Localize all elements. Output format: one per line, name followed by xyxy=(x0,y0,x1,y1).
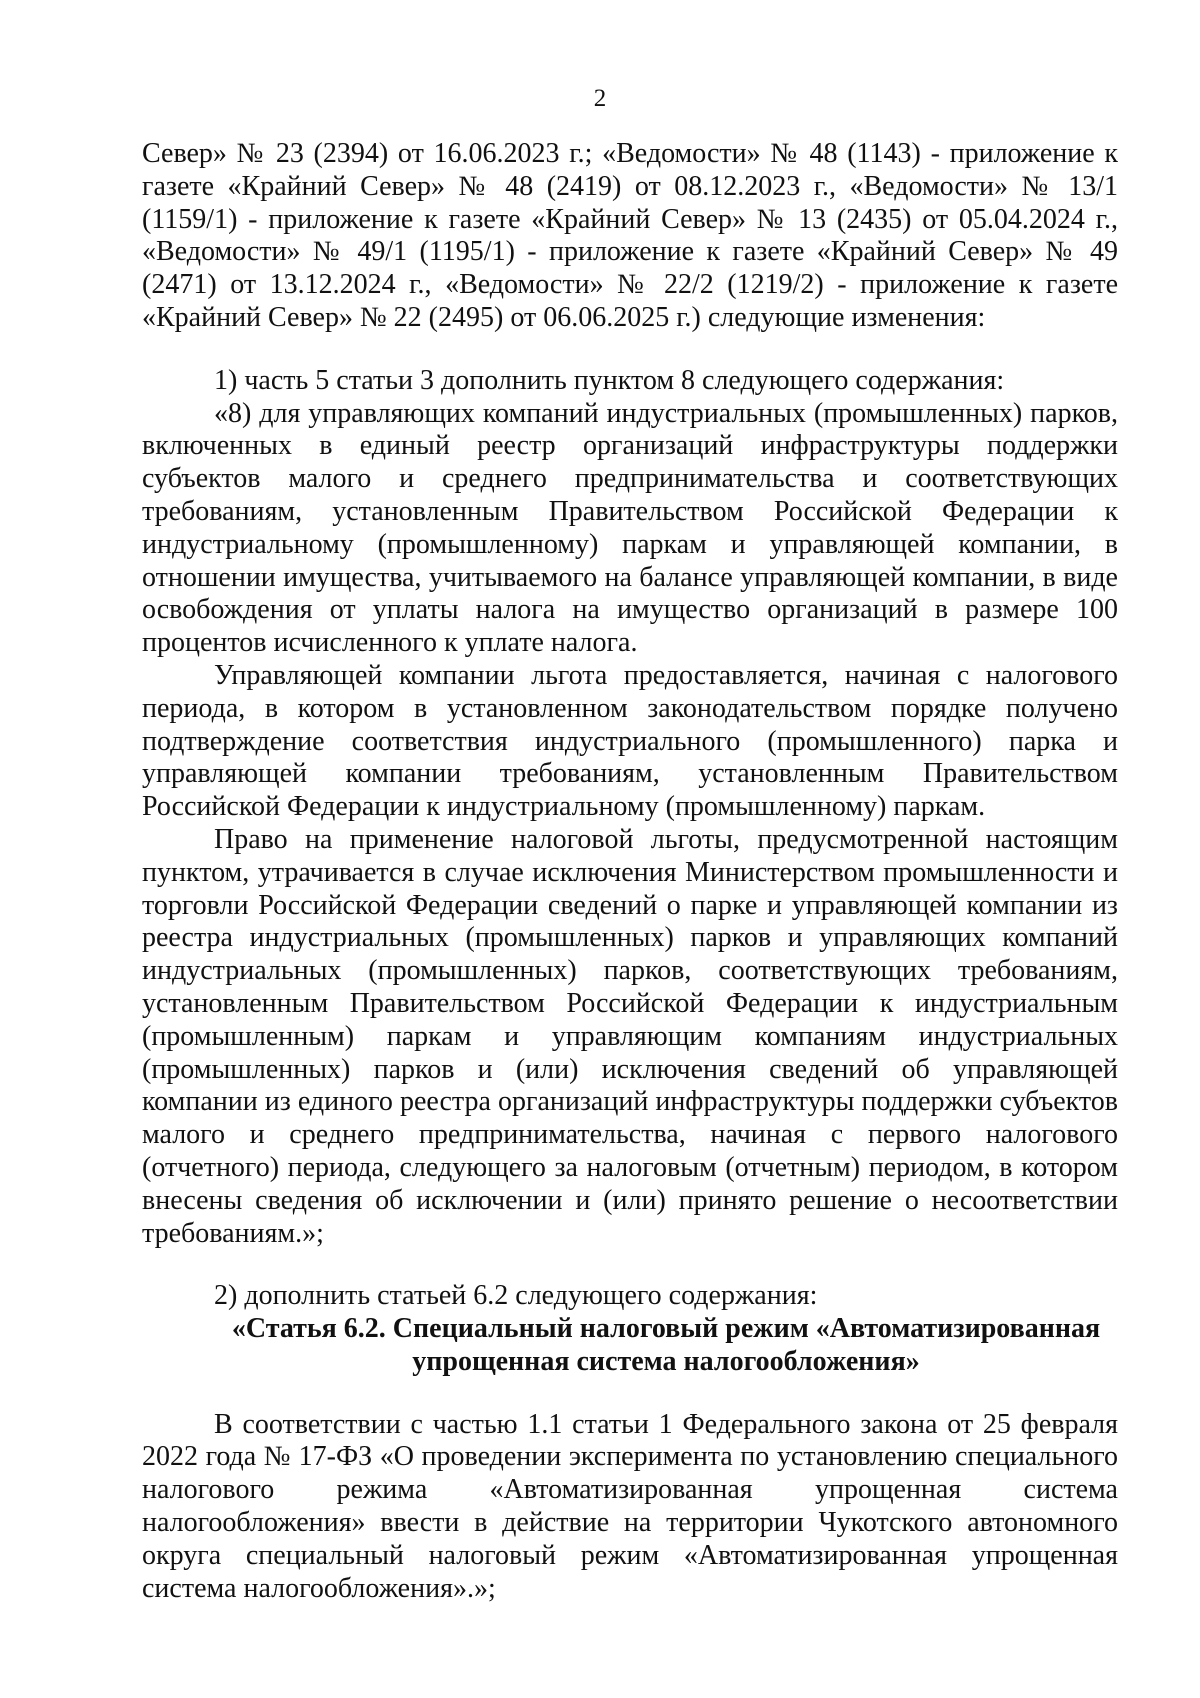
paragraph-article-text: В соответствии с частью 1.1 статьи 1 Федерального закона от 25 февраля 2022 года № 17-ФЗ «О проведении эксперимента по установлению специального налогового режима «Автоматизированная упрощенная система налогообложения» ввести в действие на территории Чукотского автономного округа специальный налоговый режим «Автоматизированная упрощенная система налогообложения».»; xyxy=(142,1408,1118,1604)
article-heading-line-2: упрощенная система налогообложения» xyxy=(412,1345,920,1377)
page-number: 2 xyxy=(593,85,607,112)
article-heading-line-1: «Статья 6.2. Специальный налоговый режим «Автоматизированная xyxy=(231,1313,1101,1345)
paragraph-continuation: Север» № 23 (2394) от 16.06.2023 г.; «Ведомости» № 48 (1143) - приложение к газете «Крайний Север» № 48 (2419) от 08.12.2023 г., «Ведомости» № 13/1 (1159/1) - приложение к газете «Крайний Север» № 13 (2435) от 05.04.2024 г., «Ведомости» № 49/1 (1195/1) - приложение к газете «Крайний Север» № 49 (2471) от 13.12.2024 г., «Ведомости» № 22/2 (1219/2) - приложение к газете «Крайний Север» № 22 (2495) от 06.06.2025 г.) следующие изменения: xyxy=(142,138,1118,333)
paragraph-point-8: «8) для управляющих компаний индустриальных (промышленных) парков, включенных в единый реестр организаций инфраструктуры поддержки субъектов малого и среднего предпринимательства и соответствующих требованиям, установленным Правительством Российской Федерации к индустриальному (промышленному) паркам и управляющей компании, в отношении имущества, учитываемого на балансе управляющей компании, в виде освобождения от уплаты налога на имущество организаций в размере 100 процентов исчисленного к уплате налога. xyxy=(142,397,1118,659)
paragraph-item-2: 2) дополнить статьей 6.2 следующего содержания: xyxy=(214,1280,818,1312)
paragraph-benefit-loss: Право на применение налоговой льготы, предусмотренной настоящим пунктом, утрачивается в случае исключения Министерством промышленности и торговли Российской Федерации сведений о парке и управляющей компании из реестра индустриальных (промышленных) парков и управляющих компаний индустриальных (промышленных) парков, соответствующих требованиям, установленным Правительством Российской Федерации к индустриальным (промышленным) паркам и управляющим компаниям индустриальных (промышленных) парков и (или) исключения сведений об управляющей компании из единого реестра организаций инфраструктуры поддержки субъектов малого и среднего предпринимательства, начиная с первого налогового (отчетного) периода, следующего за налоговым (отчетным) периодом, в котором внесены сведения об исключении и (или) принято решение о несоответствии требованиям.»; xyxy=(142,823,1118,1249)
paragraph-benefit-start: Управляющей компании льгота предоставляется, начиная с налогового периода, в котором в установленном законодательством порядке получено подтверждение соответствия индустриального (промышленного) парка и управляющей компании требованиям, установленным Правительством Российской Федерации к индустриальному (промышленному) паркам. xyxy=(142,659,1118,823)
paragraph-item-1: 1) часть 5 статьи 3 дополнить пунктом 8 следующего содержания: xyxy=(214,364,1005,396)
document-body xyxy=(142,138,1118,1605)
article-heading xyxy=(142,1313,1118,1379)
